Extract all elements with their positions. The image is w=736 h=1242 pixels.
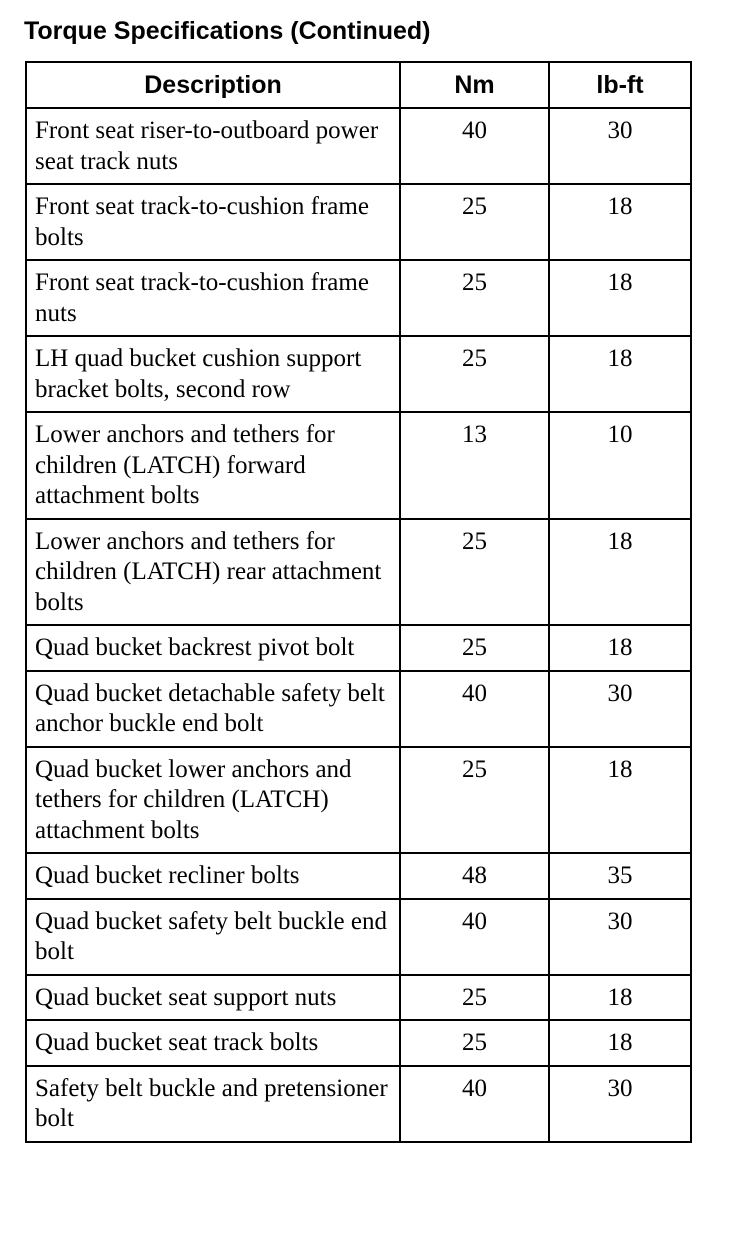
- description-cell: Quad bucket seat support nuts: [26, 975, 400, 1021]
- table-row: [26, 747, 691, 854]
- table-row: [26, 853, 691, 899]
- nm-cell: 40: [400, 671, 549, 747]
- table-row: [26, 975, 691, 1021]
- torque-spec-table: [25, 61, 692, 1143]
- lb-ft-cell: 18: [549, 625, 691, 671]
- table-row: [26, 336, 691, 412]
- nm-cell: 48: [400, 853, 549, 899]
- nm-cell: 40: [400, 108, 549, 184]
- table-row: [26, 1066, 691, 1142]
- lb-ft-cell: 18: [549, 336, 691, 412]
- table-row: [26, 412, 691, 519]
- lb-ft-cell: 18: [549, 1020, 691, 1066]
- table-row: [26, 260, 691, 336]
- lb-ft-cell: 30: [549, 1066, 691, 1142]
- header-description: Description: [26, 62, 400, 108]
- description-cell: Quad bucket detachable safety belt anchor buckle end bolt: [26, 671, 400, 747]
- nm-cell: 25: [400, 625, 549, 671]
- lb-ft-cell: 30: [549, 108, 691, 184]
- table-row: [26, 899, 691, 975]
- nm-cell: 25: [400, 747, 549, 854]
- table-row: [26, 184, 691, 260]
- description-cell: Lower anchors and tethers for children (LATCH) forward attachment bolts: [26, 412, 400, 519]
- table-row: [26, 519, 691, 626]
- nm-cell: 25: [400, 519, 549, 626]
- table-row: [26, 625, 691, 671]
- description-cell: Lower anchors and tethers for children (LATCH) rear attachment bolts: [26, 519, 400, 626]
- nm-cell: 40: [400, 899, 549, 975]
- description-cell: Quad bucket lower anchors and tethers for children (LATCH) attachment bolts: [26, 747, 400, 854]
- description-cell: Quad bucket safety belt buckle end bolt: [26, 899, 400, 975]
- nm-cell: 25: [400, 1020, 549, 1066]
- lb-ft-cell: 18: [549, 519, 691, 626]
- description-cell: LH quad bucket cushion support bracket bolts, second row: [26, 336, 400, 412]
- description-cell: Quad bucket recliner bolts: [26, 853, 400, 899]
- lb-ft-cell: 30: [549, 899, 691, 975]
- nm-cell: 40: [400, 1066, 549, 1142]
- nm-cell: 25: [400, 975, 549, 1021]
- nm-cell: 13: [400, 412, 549, 519]
- lb-ft-cell: 35: [549, 853, 691, 899]
- lb-ft-cell: 10: [549, 412, 691, 519]
- header-nm: Nm: [400, 62, 549, 108]
- description-cell: Safety belt buckle and pretensioner bolt: [26, 1066, 400, 1142]
- lb-ft-cell: 18: [549, 747, 691, 854]
- nm-cell: 25: [400, 184, 549, 260]
- nm-cell: 25: [400, 336, 549, 412]
- description-cell: Front seat track-to-cushion frame nuts: [26, 260, 400, 336]
- description-cell: Front seat riser-to-outboard power seat track nuts: [26, 108, 400, 184]
- description-cell: Front seat track-to-cushion frame bolts: [26, 184, 400, 260]
- description-cell: Quad bucket backrest pivot bolt: [26, 625, 400, 671]
- table-header-row: [26, 62, 691, 108]
- description-cell: Quad bucket seat track bolts: [26, 1020, 400, 1066]
- lb-ft-cell: 18: [549, 975, 691, 1021]
- nm-cell: 25: [400, 260, 549, 336]
- table-row: [26, 671, 691, 747]
- table-row: [26, 108, 691, 184]
- table-row: [26, 1020, 691, 1066]
- lb-ft-cell: 18: [549, 260, 691, 336]
- header-lb-ft: lb-ft: [549, 62, 691, 108]
- page-title: Torque Specifications (Continued): [24, 17, 431, 45]
- lb-ft-cell: 18: [549, 184, 691, 260]
- lb-ft-cell: 30: [549, 671, 691, 747]
